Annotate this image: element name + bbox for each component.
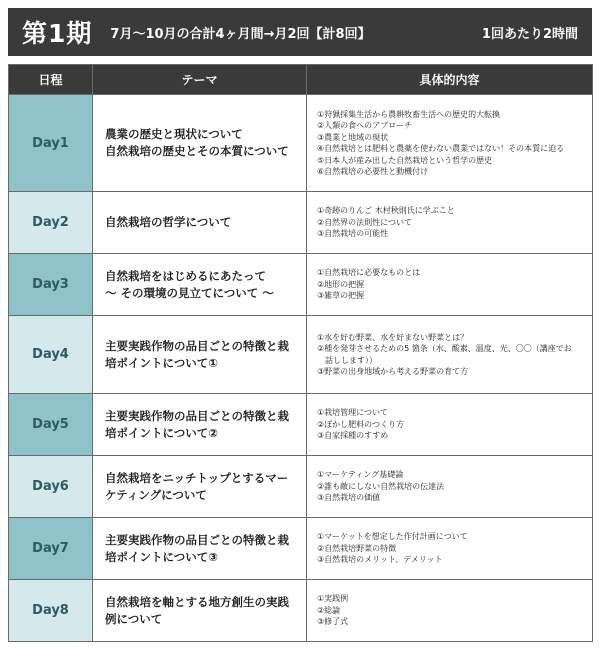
detail-item: ①奇跡のりんご 木村秋則氏に学ぶこと — [317, 206, 455, 216]
details-cell — [307, 456, 593, 518]
details-cell — [307, 518, 593, 580]
details-cell — [307, 254, 593, 316]
detail-item: ③雑草の把握 — [317, 291, 365, 301]
day-label: Day6 — [9, 456, 93, 518]
term-period: 7月〜10月の合計4ヶ月間→月2回【計8回】 — [110, 26, 371, 42]
detail-item: ①マーケティング基礎論 — [317, 470, 404, 480]
details-list — [317, 332, 584, 378]
theme-line: 主要実践作物の品目ごとの特徴と栽 — [105, 338, 289, 353]
theme-line: 主要実践作物の品目ごとの特徴と栽 — [105, 408, 289, 423]
detail-item: ④自然栽培とは肥料と農薬を使わない農業ではない！その本質に迫る — [317, 144, 565, 153]
theme-cell — [93, 394, 307, 456]
theme-line: 主要実践作物の品目ごとの特徴と栽 — [105, 532, 289, 547]
detail-item: ①水を好む野菜、水を好まない野菜とは？ — [317, 332, 469, 342]
session-duration: 1回あたり2時間 — [481, 26, 578, 42]
theme-cell — [93, 254, 307, 316]
details-list — [317, 469, 584, 504]
table-row — [9, 316, 593, 394]
detail-item: ②誰も敵にしない自然栽培の伝達法 — [317, 481, 445, 491]
detail-item: ②総論 — [317, 605, 341, 615]
details-list — [317, 109, 584, 178]
term-title: 第1期 — [22, 19, 93, 48]
day-label: Day2 — [9, 192, 93, 254]
theme-cell — [93, 95, 307, 192]
table-row — [9, 580, 593, 642]
detail-item: ①マーケットを想定した作付計画について — [317, 532, 468, 542]
detail-item: ②地形の把握 — [317, 279, 365, 289]
theme-line: 自然栽培を軸とする地方創生の実践 — [105, 594, 289, 609]
detail-item: ②ぼかし肥料のつくり方 — [317, 419, 405, 429]
column-header-details: 具体的内容 — [307, 65, 593, 95]
detail-item: ②種を発芽させるための5 箇条（水、酸素、温度、光、〇〇（講座でお — [317, 344, 572, 353]
detail-item: ①栽培管理について — [317, 408, 389, 418]
theme-line: 培ポイントについて② — [105, 425, 219, 440]
table-row — [9, 95, 593, 192]
day-label: Day1 — [9, 95, 93, 192]
detail-item: ②自然栽培野菜の特徴 — [317, 543, 397, 553]
detail-item: ③修了式 — [317, 617, 349, 627]
table-row — [9, 518, 593, 580]
column-header-date: 日程 — [9, 65, 93, 95]
details-list — [317, 593, 584, 628]
detail-item: ①狩猟採集生活から農耕牧畜生活への歴史的大転換 — [317, 109, 501, 119]
day-label: Day7 — [9, 518, 93, 580]
theme-cell — [93, 192, 307, 254]
theme-cell — [93, 316, 307, 394]
theme-line: 例について — [105, 611, 163, 626]
detail-item: ③自家採種のすすめ — [317, 431, 389, 441]
detail-item: ③農業と地域の現状 — [317, 132, 389, 142]
detail-item: ③野菜の出身地域から考える野菜の育て方 — [317, 367, 469, 376]
table-row — [9, 192, 593, 254]
detail-item: ①実践例 — [317, 594, 349, 604]
detail-item: ③自然栽培のメリット、デメリット — [317, 555, 443, 565]
day-label: Day3 — [9, 254, 93, 316]
detail-item: ③自然栽培の価値 — [317, 493, 381, 503]
table-row — [9, 254, 593, 316]
details-list — [317, 267, 584, 302]
schedule-table — [8, 64, 593, 642]
detail-item: ⑤日本人が産み出した自然栽培という哲学の歴史 — [317, 155, 493, 165]
detail-item: 話しします）） — [317, 355, 377, 365]
details-cell — [307, 580, 593, 642]
theme-line: 自然栽培をニッチトップとするマー — [105, 470, 289, 485]
theme-line: 培ポイントについて③ — [105, 549, 219, 564]
theme-line: 培ポイントについて① — [105, 355, 219, 370]
day-label: Day5 — [9, 394, 93, 456]
day-label: Day4 — [9, 316, 93, 394]
theme-line: 農業の歴史と現状について — [105, 127, 243, 141]
theme-cell — [93, 456, 307, 518]
detail-item: ①自然栽培に必要なものとは — [317, 268, 421, 278]
theme-line: 自然栽培の哲学について — [105, 215, 232, 229]
detail-item: ②人類の食へのアプローチ — [317, 121, 413, 130]
table-row — [9, 394, 593, 456]
details-cell — [307, 192, 593, 254]
detail-item: ③自然栽培の可能性 — [317, 229, 389, 239]
table-row — [9, 456, 593, 518]
details-list — [317, 531, 584, 566]
details-cell — [307, 394, 593, 456]
details-list — [317, 205, 584, 240]
theme-line: 自然栽培をはじめるにあたって — [105, 268, 266, 283]
detail-item: ⑥自然栽培の必要性と動機付け — [317, 167, 429, 176]
theme-cell — [93, 580, 307, 642]
theme-line: ケティングについて — [105, 487, 207, 502]
table-header-row — [9, 65, 593, 95]
theme-line: 〜 その環境の見立てについて 〜 — [105, 285, 274, 300]
details-list — [317, 407, 584, 442]
detail-item: ②自然界の法則性について — [317, 217, 413, 227]
page-header — [8, 8, 592, 56]
theme-cell — [93, 518, 307, 580]
details-cell — [307, 95, 593, 192]
day-label: Day8 — [9, 580, 93, 642]
theme-line: 自然栽培の歴史とその本質について — [105, 144, 289, 158]
column-header-theme: テーマ — [93, 65, 307, 95]
details-cell — [307, 316, 593, 394]
